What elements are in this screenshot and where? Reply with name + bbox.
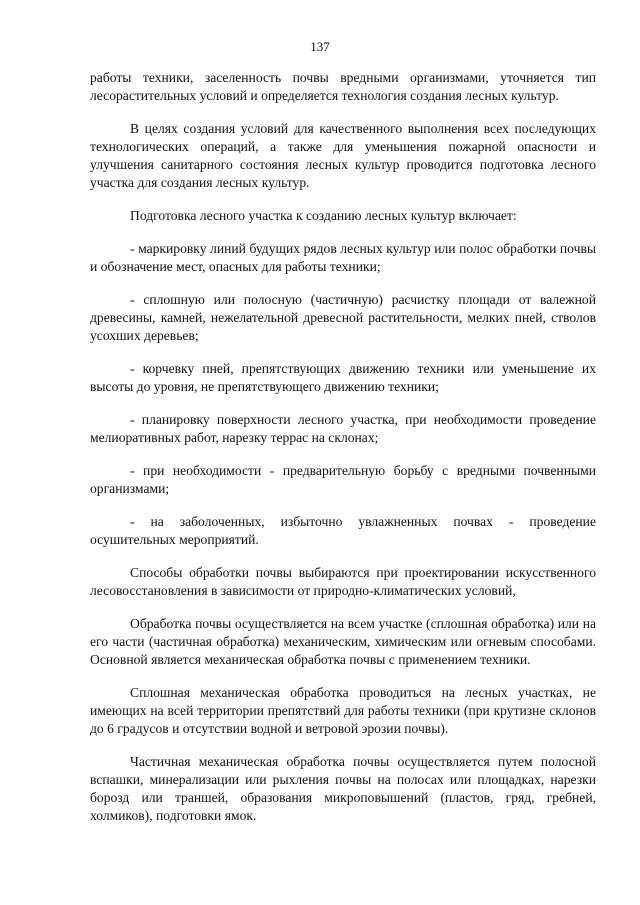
list-item-leveling: - планировку поверхности лесного участка, при необходимости проведение мелиоративных работ, нарезку террас на склонах; xyxy=(90,412,596,445)
document-body xyxy=(90,69,596,840)
paragraph-methods: Способы обработки почвы выбираются при проектировании искусственного лесовосстановления в зависимости от природно-климатических условий, xyxy=(90,565,596,598)
paragraph-continuous-treatment: Сплошная механическая обработка проводиться на лесных участках, не имеющих на всей территории препятствий для работы техники (при крутизне склонов до 6 градусов и отсутствии водной и ветровой эрозии почвы). xyxy=(90,685,596,736)
list-item-pest-control: - при необходимости - предварительную борьбу с вредными почвенными организмами; xyxy=(90,463,596,496)
paragraph-continuation: работы техники, заселенность почвы вредными организмами, уточняется тип лесорастительных условий и определяется технология создания лесных культур. xyxy=(90,70,596,103)
list-item-stump-removal: - корчевку пней, препятствующих движению техники или уменьшение их высоты до уровня, не препятствующего движению техники; xyxy=(90,361,596,394)
paragraph-purpose: В целях создания условий для качественного выполнения всех последующих технологических операций, а также для уменьшения пожарной опасности и улучшения санитарного состояния лесных культур проводится подготовка лесного участка для создания лесных культур. xyxy=(90,121,596,190)
paragraph-list-intro: Подготовка лесного участка к созданию лесных культур включает: xyxy=(130,208,517,223)
list-item-marking: - маркировку линий будущих рядов лесных культур или полос обработки почвы и обозначение мест, опасных для работы техники; xyxy=(90,241,596,274)
page-number: 137 xyxy=(310,39,330,54)
paragraph-partial-treatment: Частичная механическая обработка почвы осуществляется путем полосной вспашки, минерализации или рыхления почвы на полосах или площадках, нарезки борозд или траншей, образования микроповышений (пластов, гряд, гребней, холмиков), подготовки ямок. xyxy=(90,754,596,823)
list-item-drainage: - на заболоченных, избыточно увлажненных почвах - проведение осушительных мероприятий. xyxy=(90,514,596,547)
list-item-clearing: - сплошную или полосную (частичную) расчистку площади от валежной древесины, камней, нежелательной древесной растительности, мелких пней, стволов усохших деревьев; xyxy=(90,292,596,343)
paragraph-soil-treatment: Обработка почвы осуществляется на всем участке (сплошная обработка) или на его части (частичная обработка) механическим, химическим или огневым способами. Основной является механическая обработка почвы с применением техники. xyxy=(90,616,596,667)
